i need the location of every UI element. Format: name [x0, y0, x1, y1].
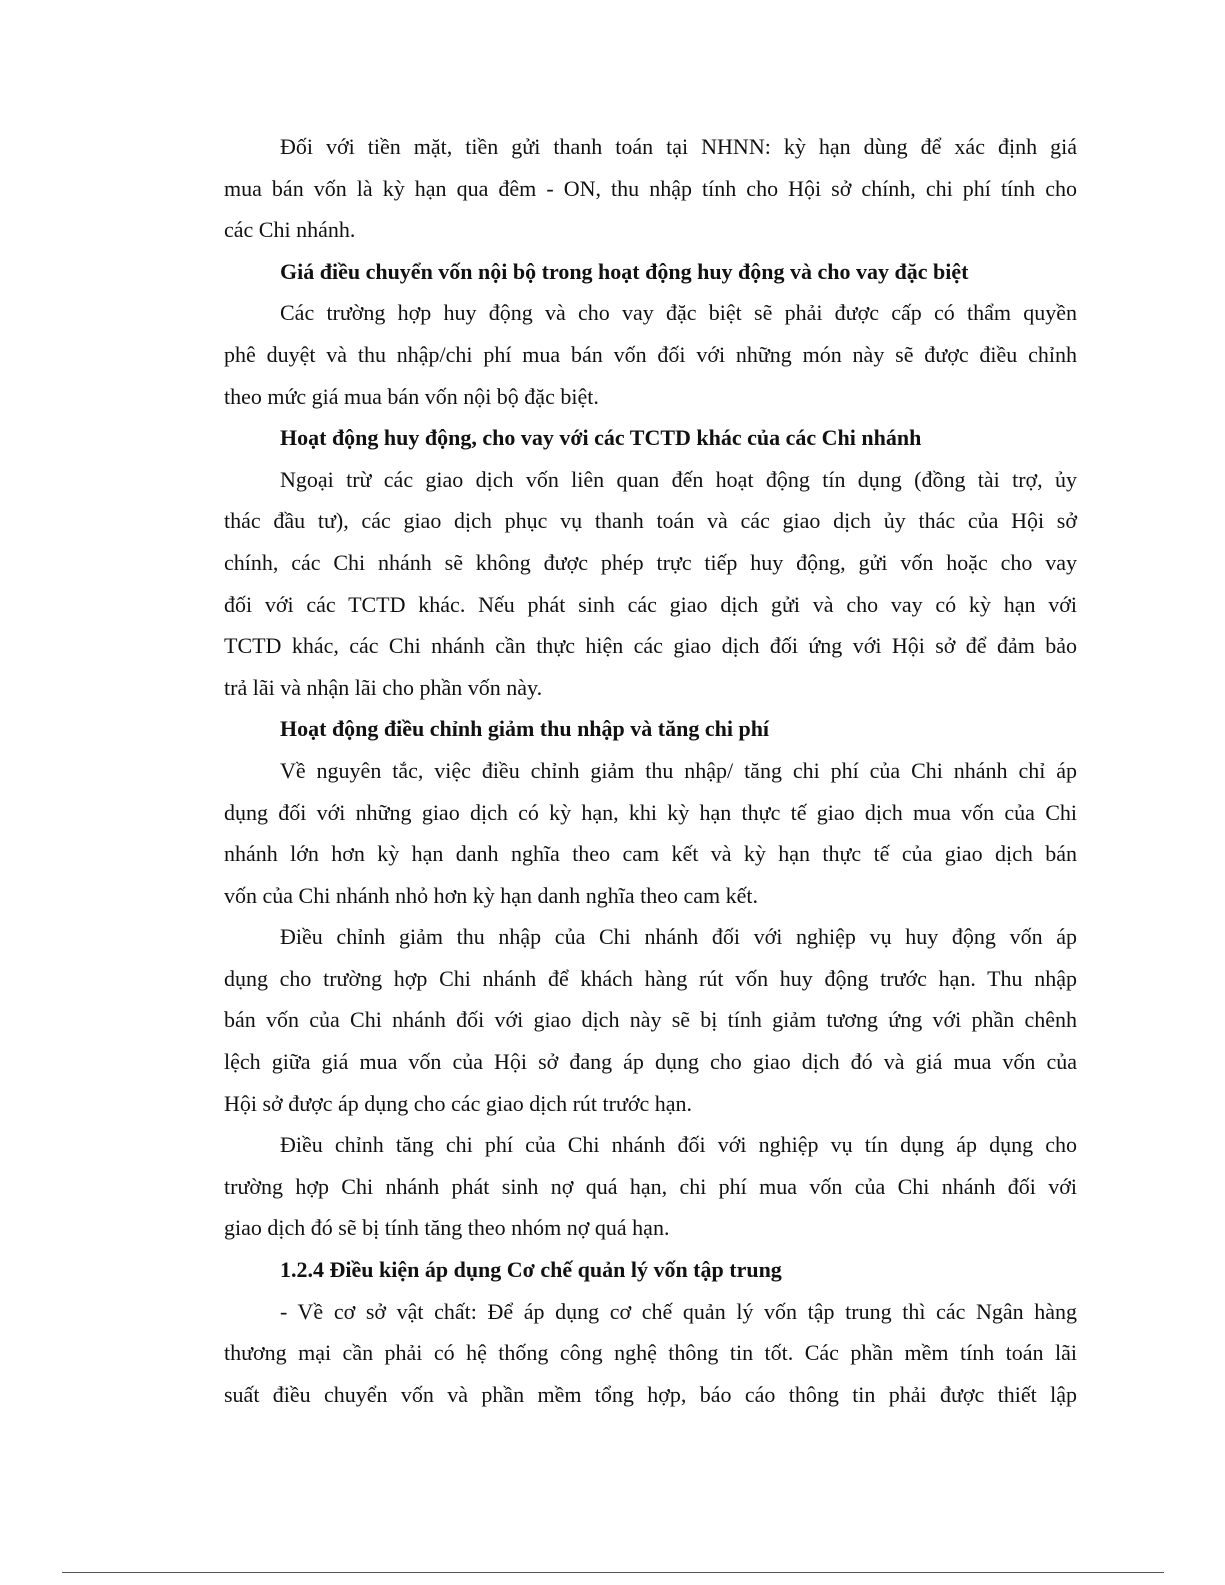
paragraph-line: vốn của Chi nhánh nhỏ hơn kỳ hạn danh nghĩa theo cam kết.: [224, 882, 759, 908]
paragraph-line: mua bán vốn là kỳ hạn qua đêm - ON, thu nhập tính cho Hội sở chính, chi phí tính cho: [224, 175, 1077, 201]
document-body: [224, 126, 1077, 1415]
section-heading: Hoạt động điều chỉnh giảm thu nhập và tăng chi phí: [280, 716, 770, 742]
paragraph-line: thương mại cần phải có hệ thống công nghệ thông tin tốt. Các phần mềm tính toán lãi: [224, 1340, 1077, 1366]
paragraph-line: dụng cho trường hợp Chi nhánh để khách hàng rút vốn huy động trước hạn. Thu nhập: [224, 965, 1077, 991]
paragraph-line: Về nguyên tắc, việc điều chỉnh giảm thu nhập/ tăng chi phí của Chi nhánh chỉ áp: [280, 757, 1077, 783]
paragraph-line: trả lãi và nhận lãi cho phần vốn này.: [224, 674, 543, 700]
paragraph-line: dụng đối với những giao dịch có kỳ hạn, khi kỳ hạn thực tế giao dịch mua vốn của Chi: [224, 799, 1077, 825]
section-heading: Hoạt động huy động, cho vay với các TCTD khác của các Chi nhánh: [280, 425, 922, 451]
paragraph-line: Điều chỉnh giảm thu nhập của Chi nhánh đối với nghiệp vụ huy động vốn áp: [280, 924, 1077, 950]
paragraph-line: phê duyệt và thu nhập/chi phí mua bán vốn đối với những món này sẽ được điều chỉnh: [224, 341, 1077, 367]
paragraph-line: chính, các Chi nhánh sẽ không được phép trực tiếp huy động, gửi vốn hoặc cho vay: [224, 549, 1077, 575]
paragraph-line: suất điều chuyển vốn và phần mềm tổng hợp, báo cáo thông tin phải được thiết lập: [224, 1381, 1077, 1407]
paragraph-line: lệch giữa giá mua vốn của Hội sở đang áp dụng cho giao dịch đó và giá mua vốn của: [224, 1049, 1077, 1075]
section-heading: 1.2.4 Điều kiện áp dụng Cơ chế quản lý vốn tập trung: [280, 1257, 782, 1283]
paragraph-line: - Về cơ sở vật chất: Để áp dụng cơ chế quản lý vốn tập trung thì các Ngân hàng: [280, 1298, 1077, 1324]
paragraph-line: giao dịch đó sẽ bị tính tăng theo nhóm nợ quá hạn.: [224, 1215, 670, 1241]
paragraph-line: bán vốn của Chi nhánh đối với giao dịch này sẽ bị tính giảm tương ứng với phần chênh: [224, 1007, 1077, 1033]
paragraph-line: theo mức giá mua bán vốn nội bộ đặc biệt.: [224, 383, 599, 409]
paragraph-line: Điều chỉnh tăng chi phí của Chi nhánh đối với nghiệp vụ tín dụng áp dụng cho: [280, 1132, 1077, 1158]
paragraph-line: trường hợp Chi nhánh phát sinh nợ quá hạn, chi phí mua vốn của Chi nhánh đối với: [224, 1173, 1077, 1199]
paragraph-line: Hội sở được áp dụng cho các giao dịch rút trước hạn.: [224, 1090, 693, 1116]
paragraph-line: nhánh lớn hơn kỳ hạn danh nghĩa theo cam kết và kỳ hạn thực tế của giao dịch bán: [224, 841, 1077, 867]
section-heading: Giá điều chuyển vốn nội bộ trong hoạt động huy động và cho vay đặc biệt: [280, 258, 969, 284]
paragraph-line: các Chi nhánh.: [224, 217, 356, 243]
paragraph-line: Ngoại trừ các giao dịch vốn liên quan đến hoạt động tín dụng (đồng tài trợ, ủy: [280, 466, 1077, 492]
paragraph-line: đối với các TCTD khác. Nếu phát sinh các giao dịch gửi và cho vay có kỳ hạn với: [224, 591, 1077, 617]
paragraph-line: Các trường hợp huy động và cho vay đặc biệt sẽ phải được cấp có thẩm quyền: [280, 300, 1077, 326]
paragraph-line: thác đầu tư), các giao dịch phục vụ thanh toán và các giao dịch ủy thác của Hội sở: [224, 508, 1077, 534]
paragraph-line: Đối với tiền mặt, tiền gửi thanh toán tại NHNN: kỳ hạn dùng để xác định giá: [280, 134, 1077, 159]
footer-divider: [62, 1572, 1164, 1573]
paragraph-line: TCTD khác, các Chi nhánh cần thực hiện các giao dịch đối ứng với Hội sở để đảm bảo: [224, 633, 1077, 659]
